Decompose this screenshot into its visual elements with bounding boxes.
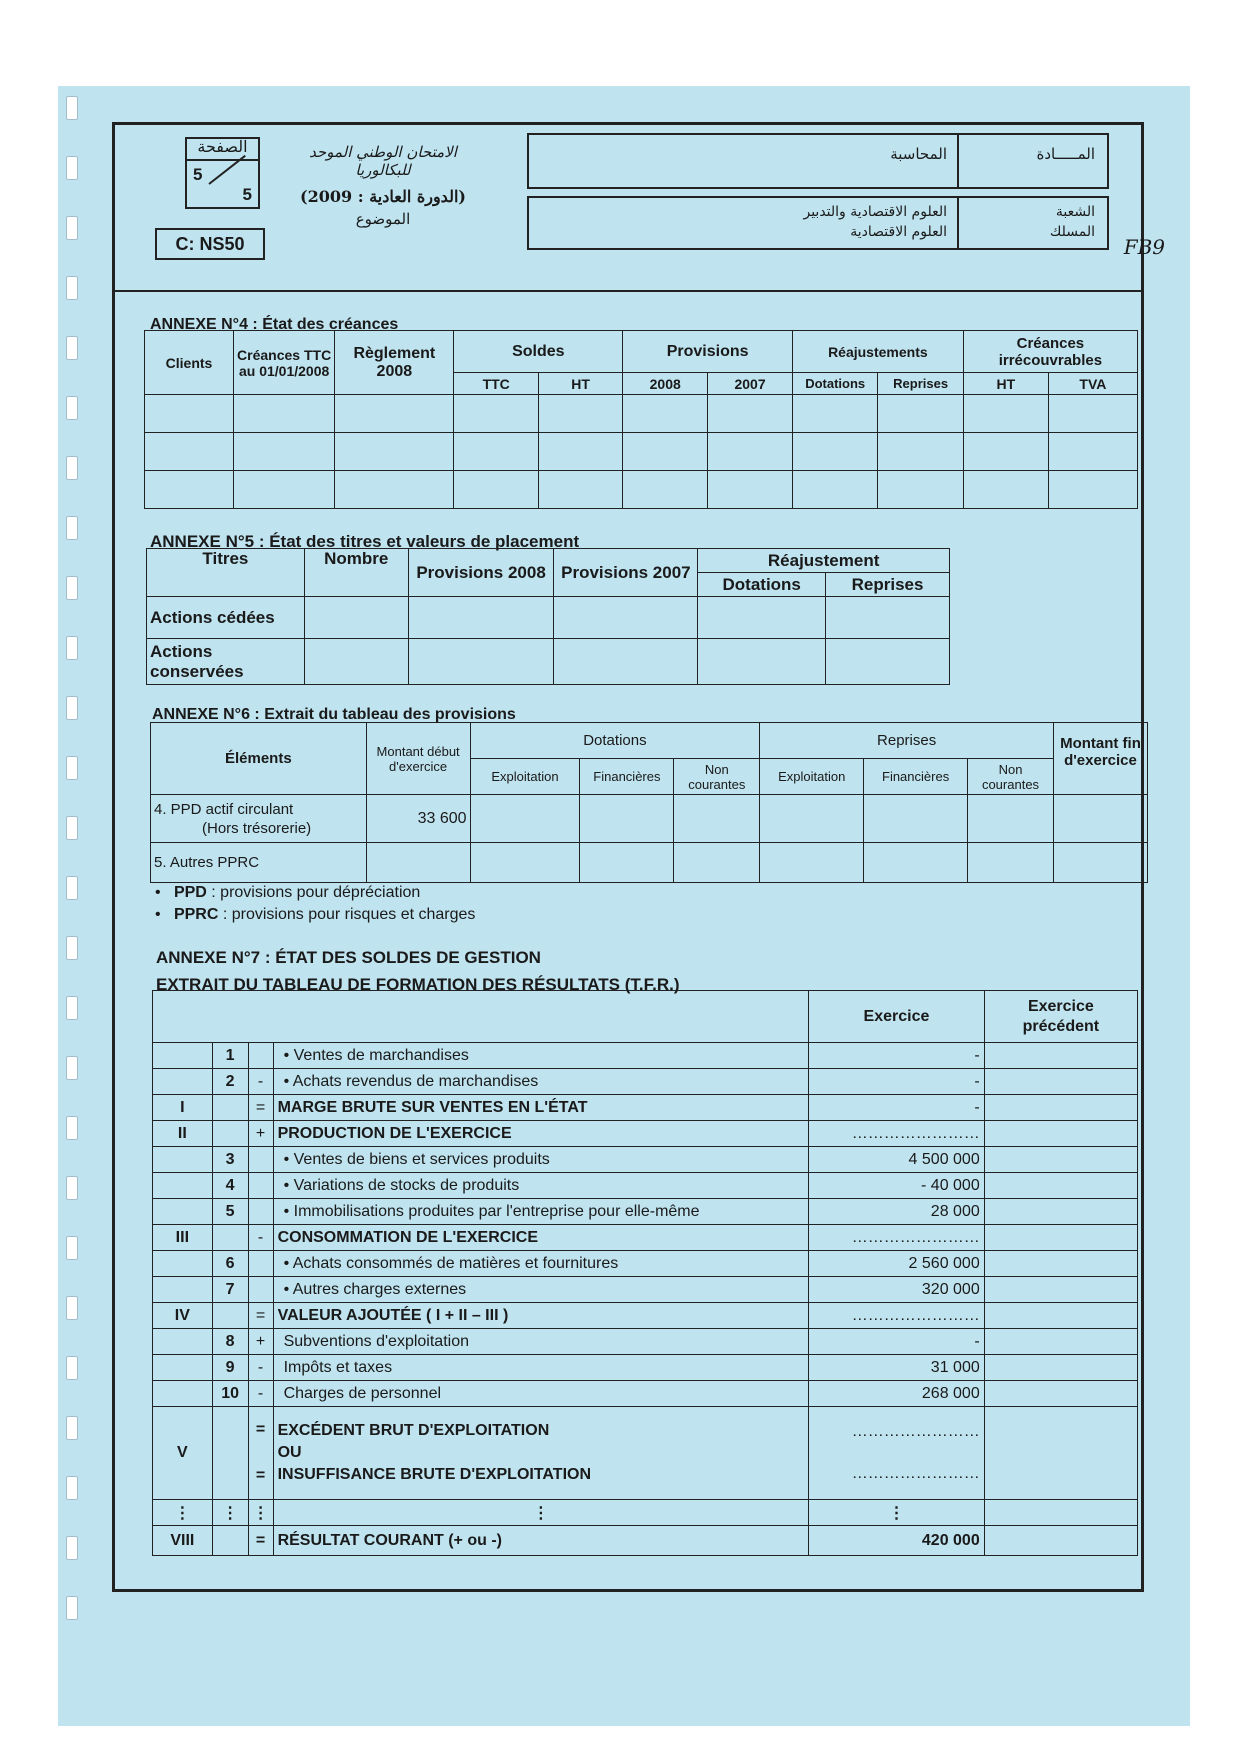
tfr-num: 9 <box>212 1355 248 1381</box>
tfr-label: • Immobilisations produites par l'entreprise pour elle-même <box>273 1199 809 1225</box>
binding-hole <box>66 1356 78 1380</box>
tfr-op: - <box>248 1355 273 1381</box>
a6-row-ppd <box>151 795 367 843</box>
tfr-value: …………………… <box>809 1121 985 1147</box>
tfr-table <box>152 990 1138 1556</box>
a5-h-prov2008: Provisions 2008 <box>408 549 554 597</box>
tfr-value: …………………… <box>809 1225 985 1251</box>
tfr-num: 4 <box>212 1173 248 1199</box>
tfr-precedent <box>984 1147 1137 1173</box>
tfr-v-label2: INSUFFISANCE BRUTE D'EXPLOITATION <box>277 1466 592 1483</box>
tfr-h-exercice: Exercice <box>809 991 985 1043</box>
page-total: 5 <box>242 185 252 204</box>
tfr-op <box>248 1173 273 1199</box>
binding-hole <box>66 996 78 1020</box>
tfr-num: 6 <box>212 1251 248 1277</box>
table-row <box>153 1147 1138 1173</box>
tfr-ellipsis-5: ⋮ <box>809 1500 985 1526</box>
annexe5-table <box>146 548 950 685</box>
filiere-value: العلوم الاقتصادية والتدبير <box>803 204 947 220</box>
table-row <box>151 795 1148 843</box>
binding-hole <box>66 576 78 600</box>
binding-hole <box>66 456 78 480</box>
tfr-precedent <box>984 1069 1137 1095</box>
annexe7-title: ANNEXE N°7 : ÉTAT DES SOLDES DE GESTION <box>156 948 541 967</box>
tfr-label: • Ventes de marchandises <box>273 1043 809 1069</box>
a5-row-cedees: Actions cédées <box>147 597 305 639</box>
binding-hole <box>66 1476 78 1500</box>
binding-hole <box>66 1296 78 1320</box>
tfr-num <box>212 1121 248 1147</box>
tfr-ellipsis-2: ⋮ <box>212 1500 248 1526</box>
table-row <box>153 1251 1138 1277</box>
a6-s-fin-rep: Financières <box>864 759 968 795</box>
matiere-box <box>527 133 1109 189</box>
a6-row-pprc: 5. Autres PPRC <box>151 843 367 883</box>
tfr-v-ops: = = <box>248 1407 273 1500</box>
a5-s-dotations: Dotations <box>698 573 826 597</box>
tfr-v-ou: OU <box>277 1444 302 1461</box>
annexe7-subtitle: EXTRAIT DU TABLEAU DE FORMATION DES RÉSULTATS (T.F.R.) <box>156 975 680 994</box>
annexe6-title: ANNEXE N°6 : Extrait du tableau des provisions <box>152 706 516 723</box>
tfr-ellipsis-3: ⋮ <box>248 1500 273 1526</box>
tfr-precedent <box>984 1303 1137 1329</box>
tfr-v-label1: EXCÉDENT BRUT D'EXPLOITATION <box>277 1422 550 1439</box>
exam-code: C: NS50 <box>155 228 265 260</box>
tfr-precedent <box>984 1199 1137 1225</box>
a4-h-irrecouv: Créances irrécouvrables <box>963 331 1137 373</box>
note-pprc-key: PPRC <box>173 906 219 923</box>
tfr-op: + <box>248 1121 273 1147</box>
tfr-op <box>248 1147 273 1173</box>
tfr-roman: IV <box>153 1303 213 1329</box>
tfr-value: 320 000 <box>809 1277 985 1303</box>
a4-s-dotations: Dotations <box>792 373 877 395</box>
page-current: 5 <box>193 165 203 184</box>
a6-s-noncour-rep: Non courantes <box>968 759 1054 795</box>
tfr-value: - <box>809 1329 985 1355</box>
table-row <box>145 433 1138 471</box>
tfr-precedent <box>984 1251 1137 1277</box>
filiere-values <box>803 202 947 242</box>
exam-title: الامتحان الوطني الموحد للبكالوريا <box>309 143 457 179</box>
tfr-op <box>248 1251 273 1277</box>
table-row <box>153 1500 1138 1526</box>
a5-h-titres: Titres <box>147 549 305 597</box>
a4-s-2008: 2008 <box>623 373 708 395</box>
binding-hole <box>66 336 78 360</box>
page-label: الصفحة <box>187 137 258 161</box>
tfr-op: = <box>248 1303 273 1329</box>
a5-h-prov2007: Provisions 2007 <box>554 549 698 597</box>
tfr-label: MARGE BRUTE SUR VENTES EN L'ÉTAT <box>273 1095 809 1121</box>
tfr-precedent <box>984 1225 1137 1251</box>
option-value: العلوم الاقتصادية <box>850 224 947 240</box>
note-ppd-key: PPD <box>173 884 207 901</box>
binding-hole <box>66 1536 78 1560</box>
tfr-precedent <box>984 1355 1137 1381</box>
tfr-op <box>248 1199 273 1225</box>
table-row <box>147 639 950 685</box>
binding-hole <box>66 876 78 900</box>
tfr-op <box>248 1043 273 1069</box>
tfr-label: Impôts et taxes <box>273 1355 809 1381</box>
tfr-value: - <box>809 1043 985 1069</box>
tfr-label: PRODUCTION DE L'EXERCICE <box>273 1121 809 1147</box>
note-ppd-text: : provisions pour dépréciation <box>206 884 421 901</box>
binding-hole <box>66 396 78 420</box>
tfr-roman <box>153 1355 213 1381</box>
a6-h-montant-debut: Montant début d'exercice <box>366 723 470 795</box>
binding-holes <box>66 96 80 1696</box>
a6-s-exploit-dot: Exploitation <box>470 759 580 795</box>
annexe5-title: ANNEXE N°5 : État des titres et valeurs de placement <box>150 532 580 551</box>
tfr-value: - <box>809 1069 985 1095</box>
table-row <box>153 1121 1138 1147</box>
tfr-op <box>248 1277 273 1303</box>
a4-s-2007: 2007 <box>708 373 793 395</box>
annexe4-title: ANNEXE N°4 : État des créances <box>150 316 399 333</box>
a6-h-dotations: Dotations <box>470 723 760 759</box>
tfr-ellipsis-4: ⋮ <box>273 1500 809 1526</box>
a6-s-exploit-rep: Exploitation <box>760 759 864 795</box>
tfr-value: 268 000 <box>809 1381 985 1407</box>
a5-h-reajust: Réajustement <box>698 549 950 573</box>
note-pprc-text: : provisions pour risques et charges <box>218 906 476 923</box>
binding-hole <box>66 756 78 780</box>
tfr-v-dots1: …………………… <box>851 1423 980 1440</box>
tfr-precedent <box>984 1381 1137 1407</box>
table-row <box>153 1069 1138 1095</box>
tfr-label: • Variations de stocks de produits <box>273 1173 809 1199</box>
tfr-roman <box>153 1069 213 1095</box>
tfr-num: 2 <box>212 1069 248 1095</box>
table-row <box>153 1355 1138 1381</box>
tfr-roman <box>153 1277 213 1303</box>
binding-hole <box>66 1176 78 1200</box>
table-row <box>153 1303 1138 1329</box>
binding-hole <box>66 216 78 240</box>
tfr-label: VALEUR AJOUTÉE ( I + II – III ) <box>273 1303 809 1329</box>
binding-hole <box>66 1116 78 1140</box>
binding-hole <box>66 816 78 840</box>
abbreviation-notes <box>155 882 475 926</box>
tfr-precedent <box>984 1095 1137 1121</box>
a6-s-noncour-dot: Non courantes <box>674 759 760 795</box>
binding-hole <box>66 1596 78 1620</box>
table-row <box>153 1225 1138 1251</box>
binding-hole <box>66 276 78 300</box>
tfr-value: …………………… <box>809 1303 985 1329</box>
binding-hole <box>66 1416 78 1440</box>
tfr-label: CONSOMMATION DE L'EXERCICE <box>273 1225 809 1251</box>
tfr-value: 2 560 000 <box>809 1251 985 1277</box>
a4-s-ht: HT <box>538 373 622 395</box>
table-row <box>153 1199 1138 1225</box>
table-row <box>151 843 1148 883</box>
tfr-viii-label: RÉSULTAT COURANT (+ ou -) <box>273 1526 809 1556</box>
tfr-precedent <box>984 1121 1137 1147</box>
binding-hole <box>66 1236 78 1260</box>
tfr-v-roman: V <box>153 1407 213 1500</box>
a4-h-reglement: Règlement 2008 <box>335 331 454 395</box>
table-row <box>147 597 950 639</box>
tfr-roman: II <box>153 1121 213 1147</box>
tfr-label: • Ventes de biens et services produits <box>273 1147 809 1173</box>
tfr-op: - <box>248 1225 273 1251</box>
tfr-op: = <box>248 1095 273 1121</box>
tfr-blank-header <box>153 991 809 1043</box>
tfr-num: 3 <box>212 1147 248 1173</box>
binding-hole <box>66 696 78 720</box>
a6-s-fin-dot: Financières <box>580 759 674 795</box>
tfr-roman <box>153 1173 213 1199</box>
option-label: المسلك <box>1049 224 1095 240</box>
a6-h-reprises: Reprises <box>760 723 1054 759</box>
exam-heading <box>283 143 483 228</box>
tfr-num: 5 <box>212 1199 248 1225</box>
table-row <box>145 395 1138 433</box>
annexe6-table <box>150 722 1148 883</box>
tfr-viii-value: 420 000 <box>809 1526 985 1556</box>
table-row <box>153 1277 1138 1303</box>
filiere-label: الشعبة <box>1055 204 1095 220</box>
note-pprc: • PPRC : provisions pour risques et charges <box>155 906 476 923</box>
tfr-num: 8 <box>212 1329 248 1355</box>
a6-row-ppd-b: (Hors trésorerie) <box>202 819 312 837</box>
tfr-roman <box>153 1199 213 1225</box>
tfr-label: Charges de personnel <box>273 1381 809 1407</box>
tfr-num: 10 <box>212 1381 248 1407</box>
a6-row-ppd-a: 4. PPD actif circulant <box>154 800 294 818</box>
tfr-op: - <box>248 1069 273 1095</box>
tfr-precedent <box>984 1173 1137 1199</box>
tfr-precedent <box>984 1329 1137 1355</box>
a4-h-reajust: Réajustements <box>792 331 963 373</box>
handwritten-mark: FB9 <box>1123 235 1165 259</box>
tfr-num: 1 <box>212 1043 248 1069</box>
a4-s-ht2: HT <box>963 373 1048 395</box>
table-row <box>153 1526 1138 1556</box>
a6-h-montant-fin: Montant fin d'exercice <box>1053 723 1147 795</box>
tfr-precedent <box>984 1043 1137 1069</box>
tfr-v-values <box>809 1407 985 1500</box>
tfr-viii-roman: VIII <box>153 1526 213 1556</box>
a5-row-conservees: Actions conservées <box>147 639 305 685</box>
tfr-roman <box>153 1381 213 1407</box>
a4-s-ttc: TTC <box>454 373 539 395</box>
table-row <box>153 1173 1138 1199</box>
table-row <box>153 1407 1138 1500</box>
note-ppd: • PPD : provisions pour dépréciation <box>155 884 421 901</box>
matiere-value: المحاسبة <box>890 145 947 163</box>
tfr-roman <box>153 1147 213 1173</box>
tfr-roman <box>153 1251 213 1277</box>
tfr-roman: I <box>153 1095 213 1121</box>
tfr-value: 31 000 <box>809 1355 985 1381</box>
table-row <box>145 471 1138 509</box>
page-number-box <box>185 137 260 209</box>
filiere-labels <box>957 198 1107 248</box>
header-separator <box>115 290 1141 292</box>
tfr-num <box>212 1303 248 1329</box>
matiere-label: المـــــادة <box>957 135 1107 187</box>
tfr-label: • Autres charges externes <box>273 1277 809 1303</box>
tfr-op: + <box>248 1329 273 1355</box>
table-row <box>153 1381 1138 1407</box>
tfr-h-precedent: Exercice précédent <box>984 991 1137 1043</box>
table-row <box>153 1043 1138 1069</box>
filiere-box <box>527 196 1109 250</box>
binding-hole <box>66 516 78 540</box>
binding-hole <box>66 636 78 660</box>
tfr-value: 4 500 000 <box>809 1147 985 1173</box>
tfr-label: • Achats consommés de matières et fournitures <box>273 1251 809 1277</box>
binding-hole <box>66 1056 78 1080</box>
tfr-label: • Achats revendus de marchandises <box>273 1069 809 1095</box>
tfr-num <box>212 1095 248 1121</box>
a6-ppd-montant-debut: 33 600 <box>366 795 470 843</box>
tfr-viii-op: = <box>248 1526 273 1556</box>
a6-h-elements: Éléments <box>151 723 367 795</box>
tfr-precedent <box>984 1277 1137 1303</box>
tfr-v-labels <box>273 1407 809 1500</box>
tfr-op: - <box>248 1381 273 1407</box>
tfr-v-dots2: …………………… <box>851 1465 980 1482</box>
exam-subject-label: الموضوع <box>355 210 411 228</box>
tfr-value: - 40 000 <box>809 1173 985 1199</box>
a5-s-reprises: Reprises <box>826 573 950 597</box>
table-row <box>153 1095 1138 1121</box>
a4-s-reprises: Reprises <box>878 373 963 395</box>
a4-s-tva: TVA <box>1048 373 1137 395</box>
a5-h-nombre: Nombre <box>304 549 408 597</box>
binding-hole <box>66 156 78 180</box>
annexe4-table <box>144 330 1138 509</box>
tfr-num <box>212 1225 248 1251</box>
binding-hole <box>66 936 78 960</box>
tfr-num: 7 <box>212 1277 248 1303</box>
tfr-ellipsis-1: ⋮ <box>153 1500 213 1526</box>
table-row <box>153 1329 1138 1355</box>
tfr-roman <box>153 1043 213 1069</box>
tfr-roman: III <box>153 1225 213 1251</box>
tfr-roman <box>153 1329 213 1355</box>
a4-h-creances-ttc: Créances TTC au 01/01/2008 <box>233 331 334 395</box>
tfr-label: Subventions d'exploitation <box>273 1329 809 1355</box>
a4-h-clients: Clients <box>145 331 234 395</box>
a4-h-soldes: Soldes <box>454 331 623 373</box>
tfr-value: - <box>809 1095 985 1121</box>
exam-session: (الدورة العادية : 2009) <box>300 187 466 206</box>
tfr-value: 28 000 <box>809 1199 985 1225</box>
binding-hole <box>66 96 78 120</box>
a4-h-provisions: Provisions <box>623 331 793 373</box>
